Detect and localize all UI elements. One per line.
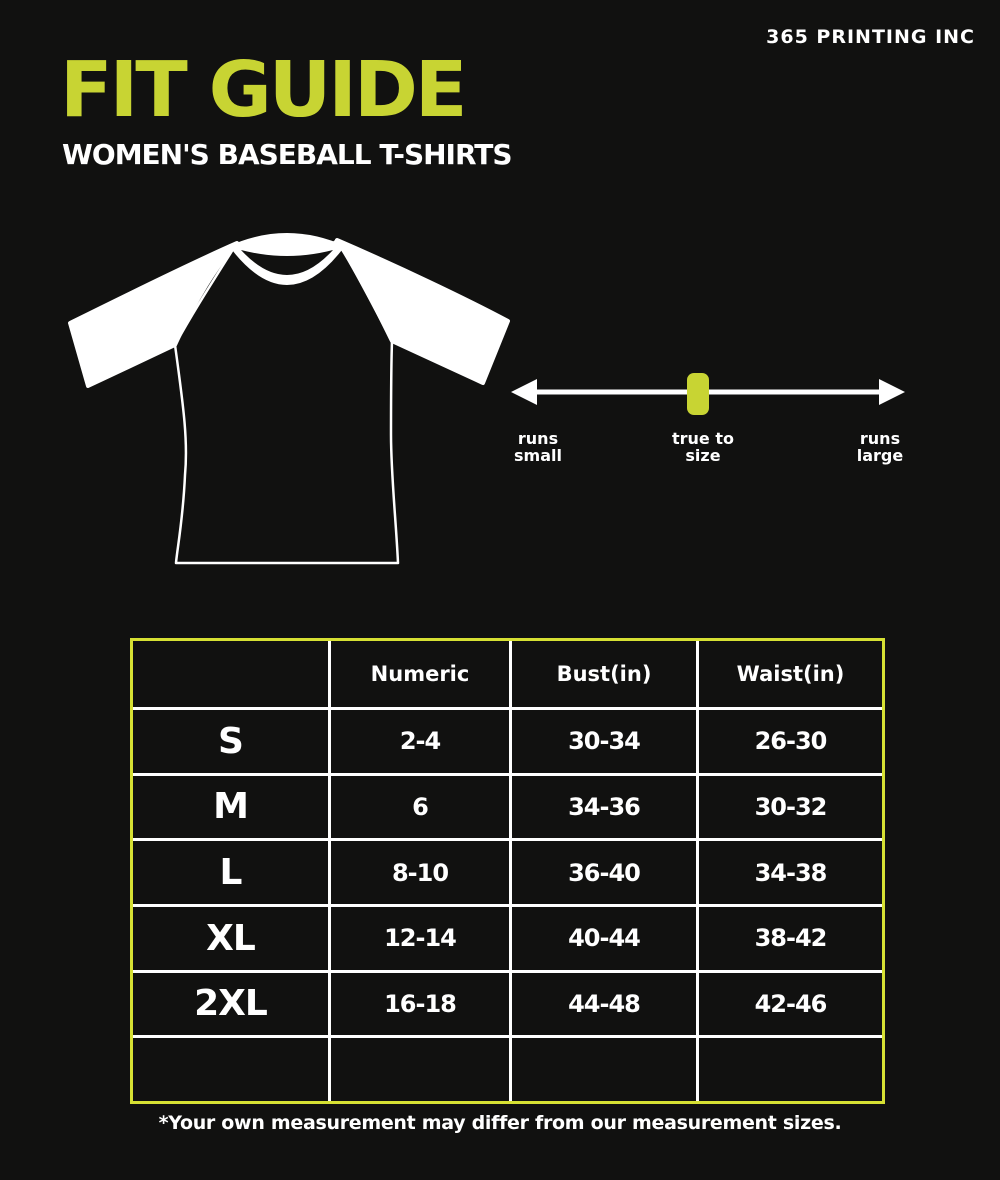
- table-header-waist: Waist(in): [699, 641, 882, 707]
- table-cell-value: 36-40: [512, 841, 696, 904]
- table-cell-size: L: [133, 841, 328, 904]
- table-cell-value: 30-32: [699, 776, 882, 839]
- page-subtitle: WOMEN'S BASEBALL T-SHIRTS: [62, 138, 512, 171]
- fit-scale-marker: [687, 373, 709, 415]
- table-cell-value: 38-42: [699, 907, 882, 970]
- arrow-left-icon: [511, 379, 537, 405]
- table-cell-size: M: [133, 776, 328, 839]
- table-header-bust: Bust(in): [512, 641, 696, 707]
- scale-label-line: true to: [672, 429, 734, 448]
- table-cell-value: 26-30: [699, 710, 882, 773]
- table-cell-value: [512, 1038, 696, 1101]
- table-header-numeric: Numeric: [331, 641, 509, 707]
- scale-label-line: size: [685, 446, 721, 466]
- page-title: FIT GUIDE: [60, 46, 465, 135]
- size-table: [130, 638, 885, 1104]
- scale-label-line: runs: [517, 429, 559, 448]
- table-cell-size: XL: [133, 907, 328, 970]
- table-cell-value: 30-34: [512, 710, 696, 773]
- scale-label-runs-small: [503, 430, 573, 465]
- table-cell-value: 2-4: [331, 710, 509, 773]
- table-cell-value: 42-46: [699, 973, 882, 1036]
- table-cell-value: 8-10: [331, 841, 509, 904]
- table-cell-value: 34-38: [699, 841, 882, 904]
- table-cell-value: 12-14: [331, 907, 509, 970]
- table-header-blank: [133, 641, 328, 707]
- scale-label-line: small: [514, 446, 562, 466]
- fit-scale: [503, 360, 913, 424]
- table-cell-value: 6: [331, 776, 509, 839]
- scale-label-runs-large: [836, 430, 924, 465]
- table-cell-value: [331, 1038, 509, 1101]
- table-cell-value: 40-44: [512, 907, 696, 970]
- table-cell-size: [133, 1038, 328, 1101]
- scale-label-line: runs: [859, 429, 901, 448]
- table-cell-size: S: [133, 710, 328, 773]
- scale-label-true-to-size: [655, 430, 751, 465]
- table-cell-value: 44-48: [512, 973, 696, 1036]
- tshirt-illustration: [55, 220, 515, 575]
- table-cell-value: 16-18: [331, 973, 509, 1036]
- table-cell-value: [699, 1038, 882, 1101]
- arrow-right-icon: [879, 379, 905, 405]
- table-cell-size: 2XL: [133, 973, 328, 1036]
- measurement-disclaimer: *Your own measurement may differ from our measurement sizes.: [158, 1112, 842, 1134]
- scale-label-line: large: [856, 446, 904, 466]
- table-cell-value: 34-36: [512, 776, 696, 839]
- brand-name: 365 PRINTING INC: [766, 26, 975, 48]
